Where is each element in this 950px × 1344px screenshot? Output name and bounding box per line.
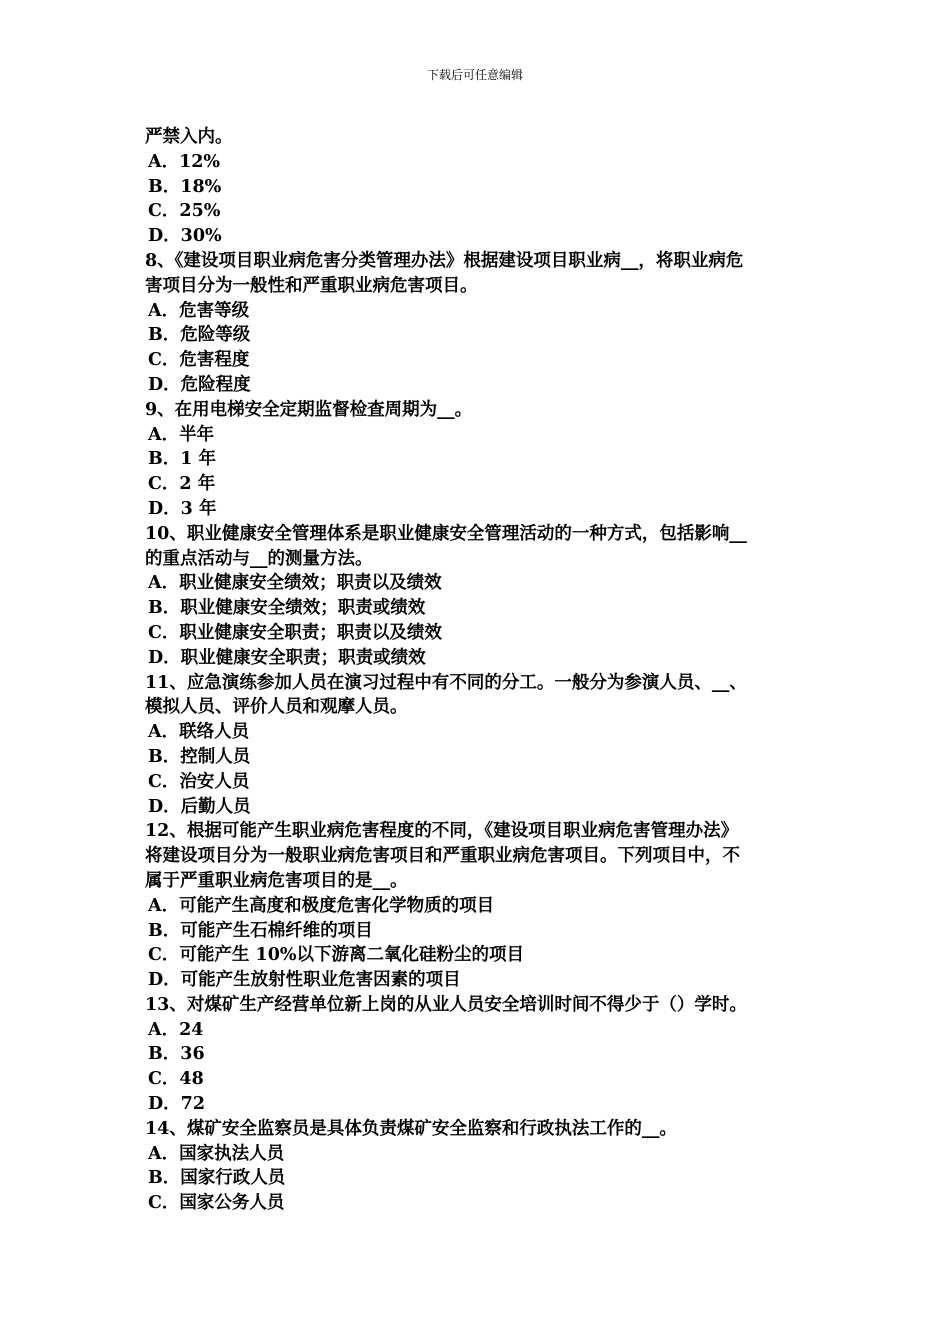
answer-option: A．国家执法人员 [148, 1143, 285, 1164]
answer-option: B．36 [148, 1044, 205, 1065]
question-text-line: 模拟人员、评价人员和观摩人员。 [145, 697, 408, 718]
answer-option: B．1 年 [148, 449, 217, 470]
answer-option: B．危险等级 [148, 325, 251, 346]
answer-option: C．25% [148, 201, 221, 222]
question-text-line: 将建设项目分为一般职业病危害项目和严重职业病危害项目。下列项目中，不 [145, 846, 740, 867]
answer-option: D．3 年 [148, 498, 217, 519]
answer-option: B．职业健康安全绩效；职责或绩效 [148, 598, 426, 619]
question-text-line: 11、应急演练参加人员在演习过程中有不同的分工。一般分为参演人员、__、 [145, 672, 747, 693]
answer-option: B．18% [148, 176, 222, 197]
question-text-line: 属于严重职业病危害项目的是__。 [145, 870, 408, 891]
answer-option: A．职业健康安全绩效；职责以及绩效 [148, 573, 442, 594]
answer-option: C．可能产生 10%以下游离二氧化硅粉尘的项目 [148, 945, 525, 966]
answer-option: B．国家行政人员 [148, 1168, 286, 1189]
answer-option: B．控制人员 [148, 746, 251, 767]
answer-option: C．危害程度 [148, 350, 250, 371]
answer-option: A．联络人员 [148, 722, 250, 743]
question-text-line: 14、煤矿安全监察员是具体负责煤矿安全监察和行政执法工作的__。 [145, 1118, 677, 1139]
answer-option: A．危害等级 [148, 300, 250, 321]
answer-option: D．职业健康安全职责；职责或绩效 [148, 647, 426, 668]
question-text-line: 12、根据可能产生职业病危害程度的不同，《建设项目职业病危害管理办法》 [145, 821, 739, 842]
question-text-line: 10、职业健康安全管理体系是职业健康安全管理活动的一种方式，包括影响__ [145, 523, 747, 544]
answer-option: C．国家公务人员 [148, 1193, 285, 1214]
question-text-line: 8、《建设项目职业病危害分类管理办法》根据建设项目职业病__，将职业病危 [145, 250, 744, 271]
answer-option: D．可能产生放射性职业危害因素的项目 [148, 970, 461, 991]
document-body [145, 125, 809, 1216]
answer-option: D．危险程度 [148, 374, 251, 395]
answer-option: C．治安人员 [148, 771, 250, 792]
page-header: 下载后可任意编辑 [426, 68, 523, 82]
answer-option: A．24 [148, 1019, 204, 1040]
question-text-line: 害项目分为一般性和严重职业病危害项目。 [145, 275, 478, 296]
question-text-line: 9、在用电梯安全定期监督检查周期为__。 [145, 399, 473, 420]
answer-option: C．48 [148, 1069, 204, 1090]
answer-option: B．可能产生石棉纤维的项目 [148, 920, 373, 941]
answer-option: D．72 [148, 1094, 206, 1115]
question-text-line: 严禁入内。 [145, 127, 233, 147]
answer-option: A．可能产生高度和极度危害化学物质的项目 [148, 895, 495, 916]
answer-option: A．半年 [148, 424, 215, 445]
question-text-line: 的重点活动与__的测量方法。 [145, 548, 373, 569]
answer-option: C．职业健康安全职责；职责以及绩效 [148, 622, 442, 643]
answer-option: A．12% [148, 151, 221, 172]
answer-option: D．后勤人员 [148, 796, 251, 817]
question-text-line: 13、对煤矿生产经营单位新上岗的从业人员安全培训时间不得少于（）学时。 [145, 994, 747, 1015]
answer-option: D．30% [148, 226, 222, 247]
answer-option: C．2 年 [148, 474, 216, 495]
